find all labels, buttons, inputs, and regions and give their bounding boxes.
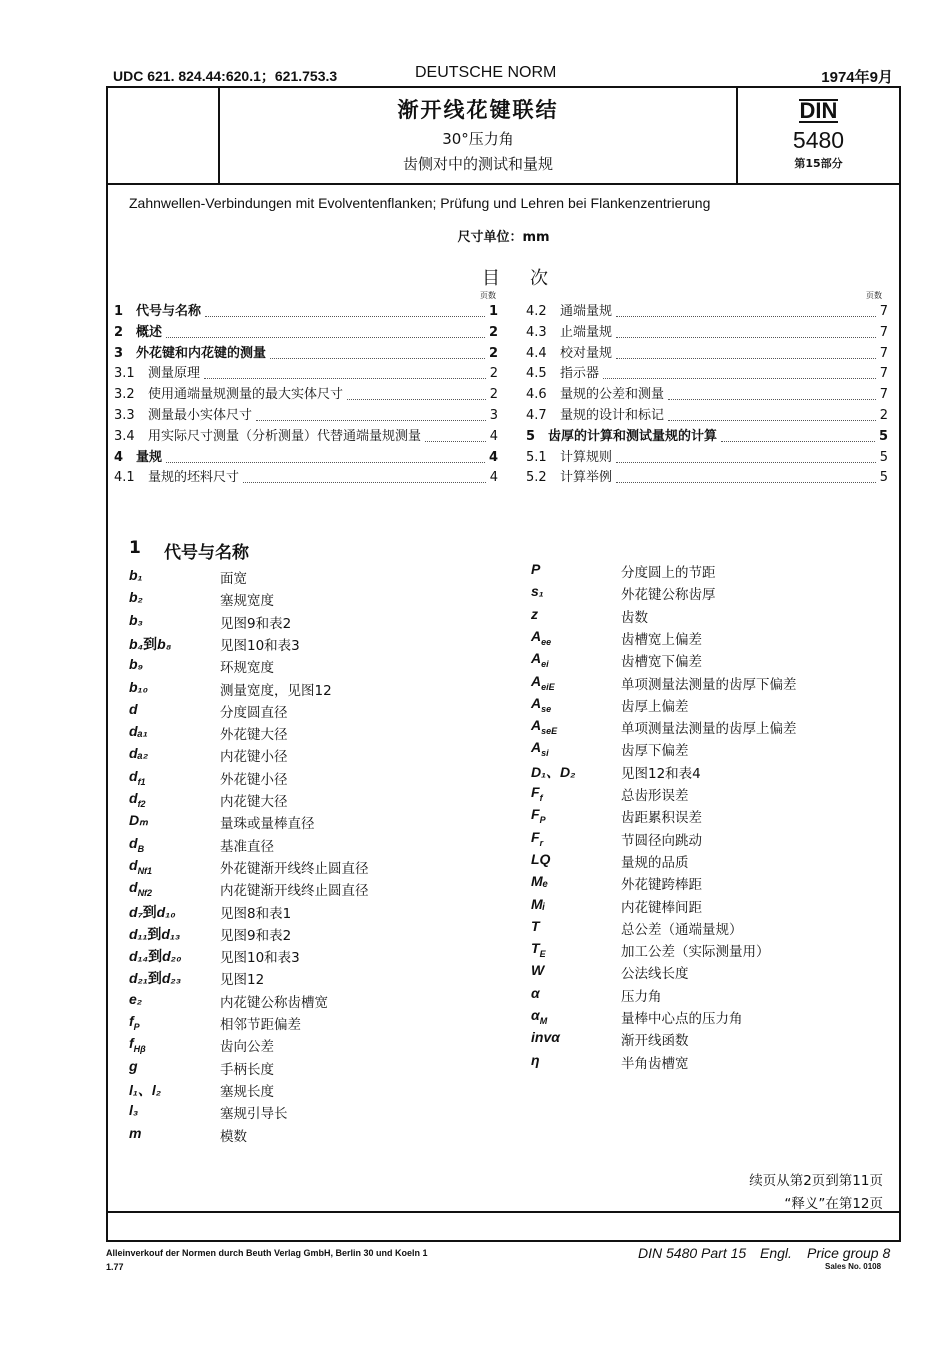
- toc-entry-number: 3.4: [114, 428, 135, 444]
- symbol-description: 见图9和表2: [220, 927, 292, 944]
- toc-leader-dots: [616, 337, 876, 338]
- symbol: s₁: [531, 583, 544, 600]
- toc-leader-dots: [603, 378, 876, 379]
- toc-entry-number: 1: [114, 304, 124, 319]
- symbol: b₃: [129, 611, 143, 628]
- symbol-description: 齿槽宽下偏差: [621, 654, 702, 671]
- symbol: W: [531, 962, 545, 979]
- toc-title-right: 次: [530, 268, 548, 289]
- symbol-description: 压力角: [621, 988, 662, 1005]
- commentary-note: “释义”在第12页: [784, 1196, 883, 1212]
- toc-entry-number: 4.4: [526, 345, 547, 361]
- toc-entry: [526, 385, 888, 405]
- symbol-description: 量珠或量棒直径: [220, 816, 315, 833]
- toc-leader-dots: [668, 420, 876, 421]
- symbol: $A_{si}$: [531, 739, 549, 759]
- symbol: $d_{Nf2}$: [129, 879, 153, 898]
- symbol-description: 外花键大径: [220, 727, 288, 744]
- symbol-description: 塞规引导长: [220, 1106, 288, 1123]
- symbol: b₁₀: [129, 678, 149, 695]
- toc-entry-number: 4.1: [114, 470, 135, 486]
- toc-entry-page: 4: [489, 428, 498, 444]
- symbol-description: 环规宽度: [220, 660, 274, 677]
- toc-leader-dots: [204, 378, 486, 379]
- symbol: dₐ₁: [129, 723, 148, 740]
- toc-entry: [526, 406, 888, 426]
- footer-sales-number: Sales No. 0108: [825, 1262, 882, 1271]
- symbol: b₉: [129, 656, 144, 673]
- symbol-description: 量规的品质: [621, 854, 689, 871]
- symbol: d₁₄到d₂₀: [129, 948, 182, 965]
- symbol: $A_{ei}$: [531, 650, 549, 669]
- toc-leader-dots: [668, 399, 876, 400]
- symbol: invα: [531, 1029, 560, 1046]
- toc-entry: [114, 323, 498, 343]
- symbol-description: 基准直径: [220, 838, 274, 855]
- symbol: d₁₁到d₁₃: [129, 925, 181, 942]
- toc-entry: [114, 448, 498, 468]
- toc-leader-dots: [616, 358, 876, 359]
- symbol-description: 齿槽宽上偏差: [621, 631, 702, 648]
- toc-entry-text: 止端量规: [560, 324, 613, 340]
- toc-entry-number: 3: [114, 345, 124, 361]
- toc-entry: [526, 323, 888, 343]
- toc-entry-number: 4.7: [526, 408, 547, 423]
- symbol: $F_f$: [531, 784, 543, 803]
- toc-leader-dots: [270, 358, 485, 359]
- din-logo: DIN: [799, 98, 838, 123]
- toc-entry-number: 4.3: [526, 324, 547, 340]
- symbol-description: 内花键大径: [220, 794, 288, 810]
- symbol-description: 内花键公称齿槽宽: [220, 994, 328, 1011]
- symbol: $F_P$: [531, 806, 546, 826]
- symbol-description: 见图12: [220, 972, 265, 989]
- toc-entry-page: 5: [878, 428, 888, 444]
- toc-entry: [526, 448, 888, 468]
- symbol-description: 节圆径向跳动: [621, 832, 702, 849]
- symbol: $A_{eiE}$: [531, 672, 555, 692]
- symbol-description: 量棒中心点的压力角: [621, 1011, 743, 1027]
- toc-entry: [114, 385, 498, 405]
- toc-leader-dots: [166, 462, 485, 463]
- symbol-description: 齿向公差: [220, 1039, 274, 1056]
- toc-entry-page: 4: [489, 470, 498, 486]
- toc-entry: [114, 302, 498, 322]
- toc-entry-text: 外花键和内花键的测量: [136, 345, 267, 361]
- toc-entry: [114, 364, 498, 384]
- symbol-description: 加工公差（实际测量用）: [621, 944, 770, 961]
- toc-entry-page: 2: [879, 408, 888, 423]
- toc-leader-dots: [347, 399, 486, 400]
- symbol: D₁、D₂: [531, 763, 576, 780]
- symbol: $d_{f1}$: [129, 767, 146, 787]
- footer-part: DIN 5480 Part 15: [638, 1245, 747, 1261]
- symbol-description: 单项测量法测量的齿厚下偏差: [621, 676, 797, 693]
- toc-leader-dots: [205, 316, 485, 317]
- toc-entry-page: 2: [489, 366, 498, 382]
- toc-entry-text: 量规的设计和标记: [560, 408, 665, 423]
- toc-leader-dots: [243, 482, 486, 483]
- symbol: $A_{seE}$: [531, 717, 558, 736]
- toc-entry-page: 5: [879, 470, 888, 486]
- symbol-description: 分度圆直径: [220, 704, 288, 721]
- symbol-description: 半角齿槽宽: [621, 1055, 689, 1072]
- toc-leader-dots: [616, 316, 876, 317]
- footer-distributor: Alleinverkouf der Normen durch Beuth Verlag GmbH, Berlin 30 und Koeln 1: [106, 1248, 428, 1258]
- toc-leader-dots: [425, 441, 486, 442]
- toc-entry: [526, 302, 888, 322]
- symbol-description: 齿数: [621, 609, 648, 626]
- toc-entry-page: 7: [879, 387, 888, 403]
- symbol: b₁: [129, 567, 143, 583]
- symbol-description: 面宽: [220, 571, 247, 587]
- toc-entry-number: 3.3: [114, 408, 135, 423]
- symbol: $A_{ee}$: [531, 627, 552, 647]
- symbol-description: 单项测量法测量的齿厚上偏差: [621, 721, 797, 738]
- symbol-description: 塞规宽度: [220, 593, 274, 610]
- toc-entry-page: 3: [489, 408, 498, 423]
- symbol: dₐ₂: [129, 745, 149, 762]
- unit-note: 尺寸单位：mm: [457, 230, 550, 245]
- symbol-description: 见图10和表3: [220, 950, 300, 967]
- symbol: $F_r$: [531, 828, 544, 848]
- symbol-description: 齿厚上偏差: [621, 698, 689, 715]
- symbol-description: 外花键小径: [220, 771, 288, 788]
- issue-date: 1974年9月: [821, 69, 893, 86]
- symbol: $A_{se}$: [531, 694, 552, 714]
- symbol-description: 内花键棒间距: [621, 899, 702, 916]
- toc-entry-page: 7: [879, 304, 888, 319]
- symbol-description: 外花键公称齿厚: [621, 587, 716, 604]
- symbol: z: [531, 605, 538, 622]
- symbol: b₄到b₈: [129, 635, 172, 652]
- toc-entry-text: 计算规则: [560, 449, 613, 465]
- symbol: Mᵢ: [531, 895, 546, 912]
- toc-entry-text: 齿厚的计算和测试量规的计算: [548, 428, 718, 444]
- toc-leader-dots: [616, 462, 876, 463]
- symbol-description: 总公差（通端量规）: [621, 921, 743, 938]
- deutsche-norm-label: DEUTSCHE NORM: [415, 64, 557, 81]
- symbol: $f_P$: [129, 1013, 140, 1032]
- symbol: b₂: [129, 589, 143, 606]
- footer-divider: [108, 1211, 899, 1213]
- toc-title-left: 目: [482, 268, 500, 289]
- symbol-description: 内花键渐开线终止圆直径: [220, 883, 369, 900]
- toc-entry-number: 5.1: [526, 449, 547, 465]
- symbol-description: 内花键小径: [220, 749, 288, 766]
- toc-entry-text: 通端量规: [560, 304, 613, 319]
- toc-entry: [114, 344, 498, 364]
- toc-page-label-right: 页数: [866, 291, 882, 300]
- symbol: P: [531, 561, 541, 577]
- symbol-description: 齿距累积误差: [621, 810, 702, 827]
- toc-entry: [114, 468, 498, 488]
- symbol-description: 外花键跨棒距: [621, 877, 702, 894]
- toc-entry-page: 4: [488, 449, 498, 465]
- symbol: d: [129, 700, 138, 717]
- toc-entry: [526, 468, 888, 488]
- symbol: d₂₁到d₂₃: [129, 970, 182, 987]
- toc-entry-number: 5: [526, 428, 536, 444]
- toc-entry-number: 4.6: [526, 387, 547, 403]
- toc-entry-text: 代号与名称: [136, 304, 202, 319]
- symbol: l₁、l₂: [129, 1081, 162, 1098]
- symbol-description: 测量宽度，见图12: [220, 682, 332, 699]
- toc-entry: [526, 427, 888, 447]
- toc-entry: [114, 406, 498, 426]
- subtitle-pressure-angle: 30°压力角: [442, 130, 514, 148]
- toc-entry-number: 3.2: [114, 387, 135, 403]
- symbol: $d_B$: [129, 834, 145, 854]
- toc-entry-text: 测量原理: [148, 366, 201, 382]
- symbol-description: 模数: [220, 1128, 247, 1145]
- symbol-description: 相邻节距偏差: [220, 1017, 301, 1033]
- footer-price-group: Price group 8: [807, 1245, 891, 1261]
- symbol-description: 见图12和表4: [621, 765, 701, 782]
- symbol: g: [129, 1057, 138, 1074]
- symbol: η: [531, 1051, 540, 1068]
- toc-leader-dots: [256, 420, 486, 421]
- toc-entry-text: 概述: [136, 324, 163, 340]
- toc-entry-text: 校对量规: [560, 345, 613, 361]
- symbol: l₃: [129, 1102, 139, 1119]
- section-number: 1: [129, 538, 141, 558]
- symbol: d₇到d₁₀: [129, 903, 176, 920]
- symbol: Dₘ: [129, 812, 148, 829]
- symbol-description: 齿厚下偏差: [621, 743, 689, 760]
- toc-entry-text: 测量最小实体尺寸: [148, 408, 253, 423]
- toc-entry-number: 4.2: [526, 304, 547, 319]
- symbol: e₂: [129, 990, 143, 1007]
- toc-leader-dots: [721, 441, 875, 442]
- toc-entry-page: 7: [879, 324, 888, 340]
- section-title: 代号与名称: [164, 543, 249, 563]
- toc-entry-text: 量规的公差和测量: [560, 387, 665, 403]
- continuation-pages: 续页从第2页到第11页: [749, 1173, 883, 1189]
- toc-entry-text: 指示器: [560, 366, 600, 382]
- symbol: m: [129, 1124, 142, 1141]
- symbol: α: [531, 984, 540, 1001]
- symbol-description: 外花键渐开线终止圆直径: [220, 860, 369, 877]
- subtitle-measurement: 齿侧对中的测试和量规: [402, 155, 553, 173]
- symbol: $f_{H\beta}$: [129, 1035, 146, 1055]
- toc-entry-number: 4: [114, 449, 124, 465]
- symbol-description: 公法线长度: [621, 966, 689, 983]
- symbol: $d_{f2}$: [129, 790, 146, 809]
- symbol-description: 塞规长度: [220, 1083, 274, 1100]
- toc-entry-text: 计算举例: [560, 470, 613, 486]
- symbol: T: [531, 917, 540, 934]
- symbol: $T_E$: [531, 940, 546, 959]
- symbol: $\alpha_M$: [531, 1007, 548, 1026]
- symbol-description: 见图9和表2: [220, 615, 292, 632]
- toc-entry-number: 4.5: [526, 366, 547, 382]
- document-frame: [106, 86, 901, 1242]
- toc-entry-text: 量规的坯料尺寸: [148, 470, 240, 486]
- toc-page-label-left: 页数: [480, 291, 496, 300]
- symbol: Mₑ: [531, 873, 549, 890]
- toc-entry-page: 1: [488, 304, 498, 319]
- footer-edition: 1.77: [106, 1262, 124, 1272]
- symbol-description: 见图8和表1: [220, 905, 292, 922]
- toc-entry: [526, 344, 888, 364]
- udc-code: UDC 621. 824.44:620.1；621.753.3: [113, 68, 338, 84]
- toc-entry-page: 2: [488, 324, 498, 340]
- toc-entry-page: 7: [879, 345, 888, 361]
- main-title: 渐开线花键联结: [397, 97, 559, 122]
- symbol-description: 手柄长度: [220, 1061, 274, 1078]
- din-number: 5480: [792, 127, 845, 153]
- toc-entry-page: 5: [879, 449, 888, 465]
- toc-entry-page: 2: [489, 387, 498, 403]
- footer-language: Engl.: [760, 1245, 792, 1261]
- toc-entry-text: 使用通端量规测量的最大实体尺寸: [148, 387, 344, 403]
- toc-entry: [114, 427, 498, 447]
- symbol: LQ: [531, 850, 551, 867]
- toc-leader-dots: [166, 337, 485, 338]
- din-part: 第15部分: [794, 157, 843, 170]
- toc-leader-dots: [616, 482, 876, 483]
- symbol-description: 见图10和表3: [220, 637, 300, 654]
- symbol-description: 分度圆上的节距: [621, 565, 716, 581]
- title-block: [108, 88, 899, 185]
- toc-entry: [526, 364, 888, 384]
- toc-entry-number: 5.2: [526, 470, 547, 486]
- toc-entry-text: 量规: [136, 449, 163, 465]
- toc-entry-text: 用实际尺寸测量（分析测量）代替通端量规测量: [148, 428, 422, 444]
- toc-entry-page: 7: [879, 366, 888, 382]
- symbol: $d_{Nf1}$: [129, 856, 153, 876]
- symbol-description: 渐开线函数: [621, 1033, 689, 1050]
- symbol-description: 总齿形误差: [621, 788, 689, 804]
- toc-entry-number: 3.1: [114, 366, 135, 382]
- toc-entry-page: 2: [488, 345, 498, 361]
- toc-entry-number: 2: [114, 324, 124, 340]
- german-title: Zahnwellen-Verbindungen mit Evolventenflanken; Prüfung und Lehren bei Flankenzentrierung: [129, 195, 711, 211]
